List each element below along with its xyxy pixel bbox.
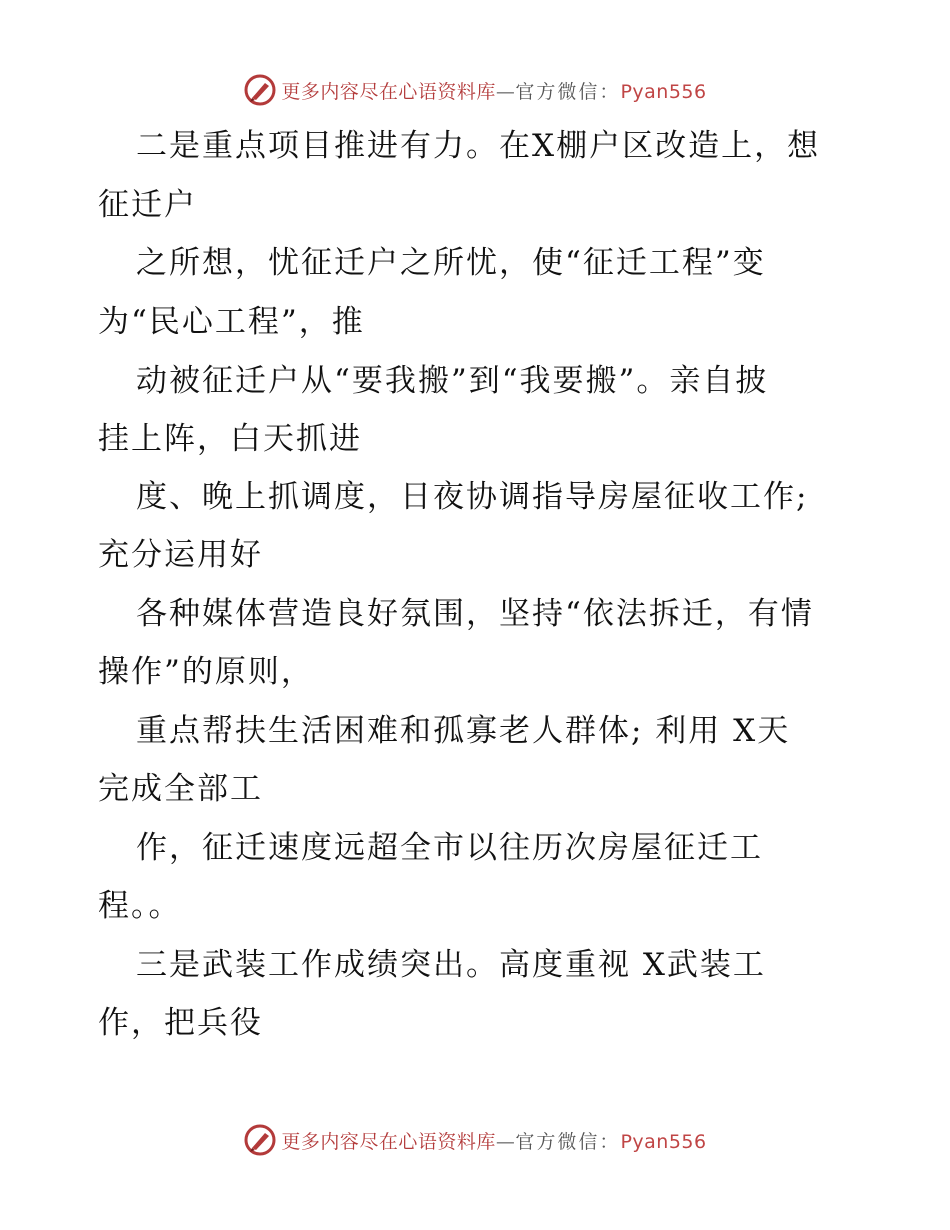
body-line-10: 操作”的原则， bbox=[98, 654, 314, 690]
header-dash: — bbox=[495, 80, 516, 103]
body-line-2: 征迁户 bbox=[98, 187, 197, 223]
footer-banner bbox=[0, 1120, 950, 1160]
body-line-14: 程。。 bbox=[98, 888, 182, 924]
body-line-11: 重点帮扶生活困难和孤寡老人群体; 利用 X天 bbox=[136, 713, 791, 749]
footer-wechat-label: 官方微信： bbox=[515, 1130, 621, 1153]
body-line-15: 三是武装工作成绩突出。高度重视 X武装工 bbox=[136, 947, 766, 983]
body-line-5: 动被征迁户从“要我搬”到“我要搬”。亲自披 bbox=[136, 363, 769, 399]
footer-wechat-id: Pyan556 bbox=[620, 1130, 707, 1153]
body-line-12: 完成全部工 bbox=[98, 771, 263, 807]
header-wechat-id: Pyan556 bbox=[620, 80, 707, 103]
footer-site-name: 更多内容尽在心语资料库 bbox=[281, 1130, 496, 1153]
body-line-1: 二是重点项目推进有力。在X棚户区改造上，想 bbox=[136, 128, 821, 164]
header-wechat-label: 官方微信： bbox=[515, 80, 621, 103]
header-banner-text bbox=[281, 77, 706, 104]
header-banner bbox=[0, 70, 950, 110]
body-line-8: 充分运用好 bbox=[98, 537, 263, 573]
pen-logo-icon bbox=[243, 1123, 277, 1157]
body-line-3: 之所想，忧征迁户之所忧，使“征迁工程”变 bbox=[136, 245, 766, 281]
footer-banner-text bbox=[281, 1127, 706, 1154]
body-line-13: 作，征迁速度远超全市以往历次房屋征迁工 bbox=[136, 830, 763, 866]
pen-logo-icon bbox=[243, 73, 277, 107]
body-line-6: 挂上阵，白天抓进 bbox=[98, 421, 362, 457]
footer-dash: — bbox=[495, 1130, 516, 1153]
body-line-9: 各种媒体营造良好氛围，坚持“依法拆迁，有情 bbox=[136, 596, 814, 632]
body-line-4: 为“民心工程”，推 bbox=[98, 304, 365, 340]
body-line-16: 作，把兵役 bbox=[98, 1005, 263, 1041]
body-line-7: 度、晚上抓调度，日夜协调指导房屋征收工作; bbox=[136, 479, 809, 515]
header-site-name: 更多内容尽在心语资料库 bbox=[281, 80, 496, 103]
